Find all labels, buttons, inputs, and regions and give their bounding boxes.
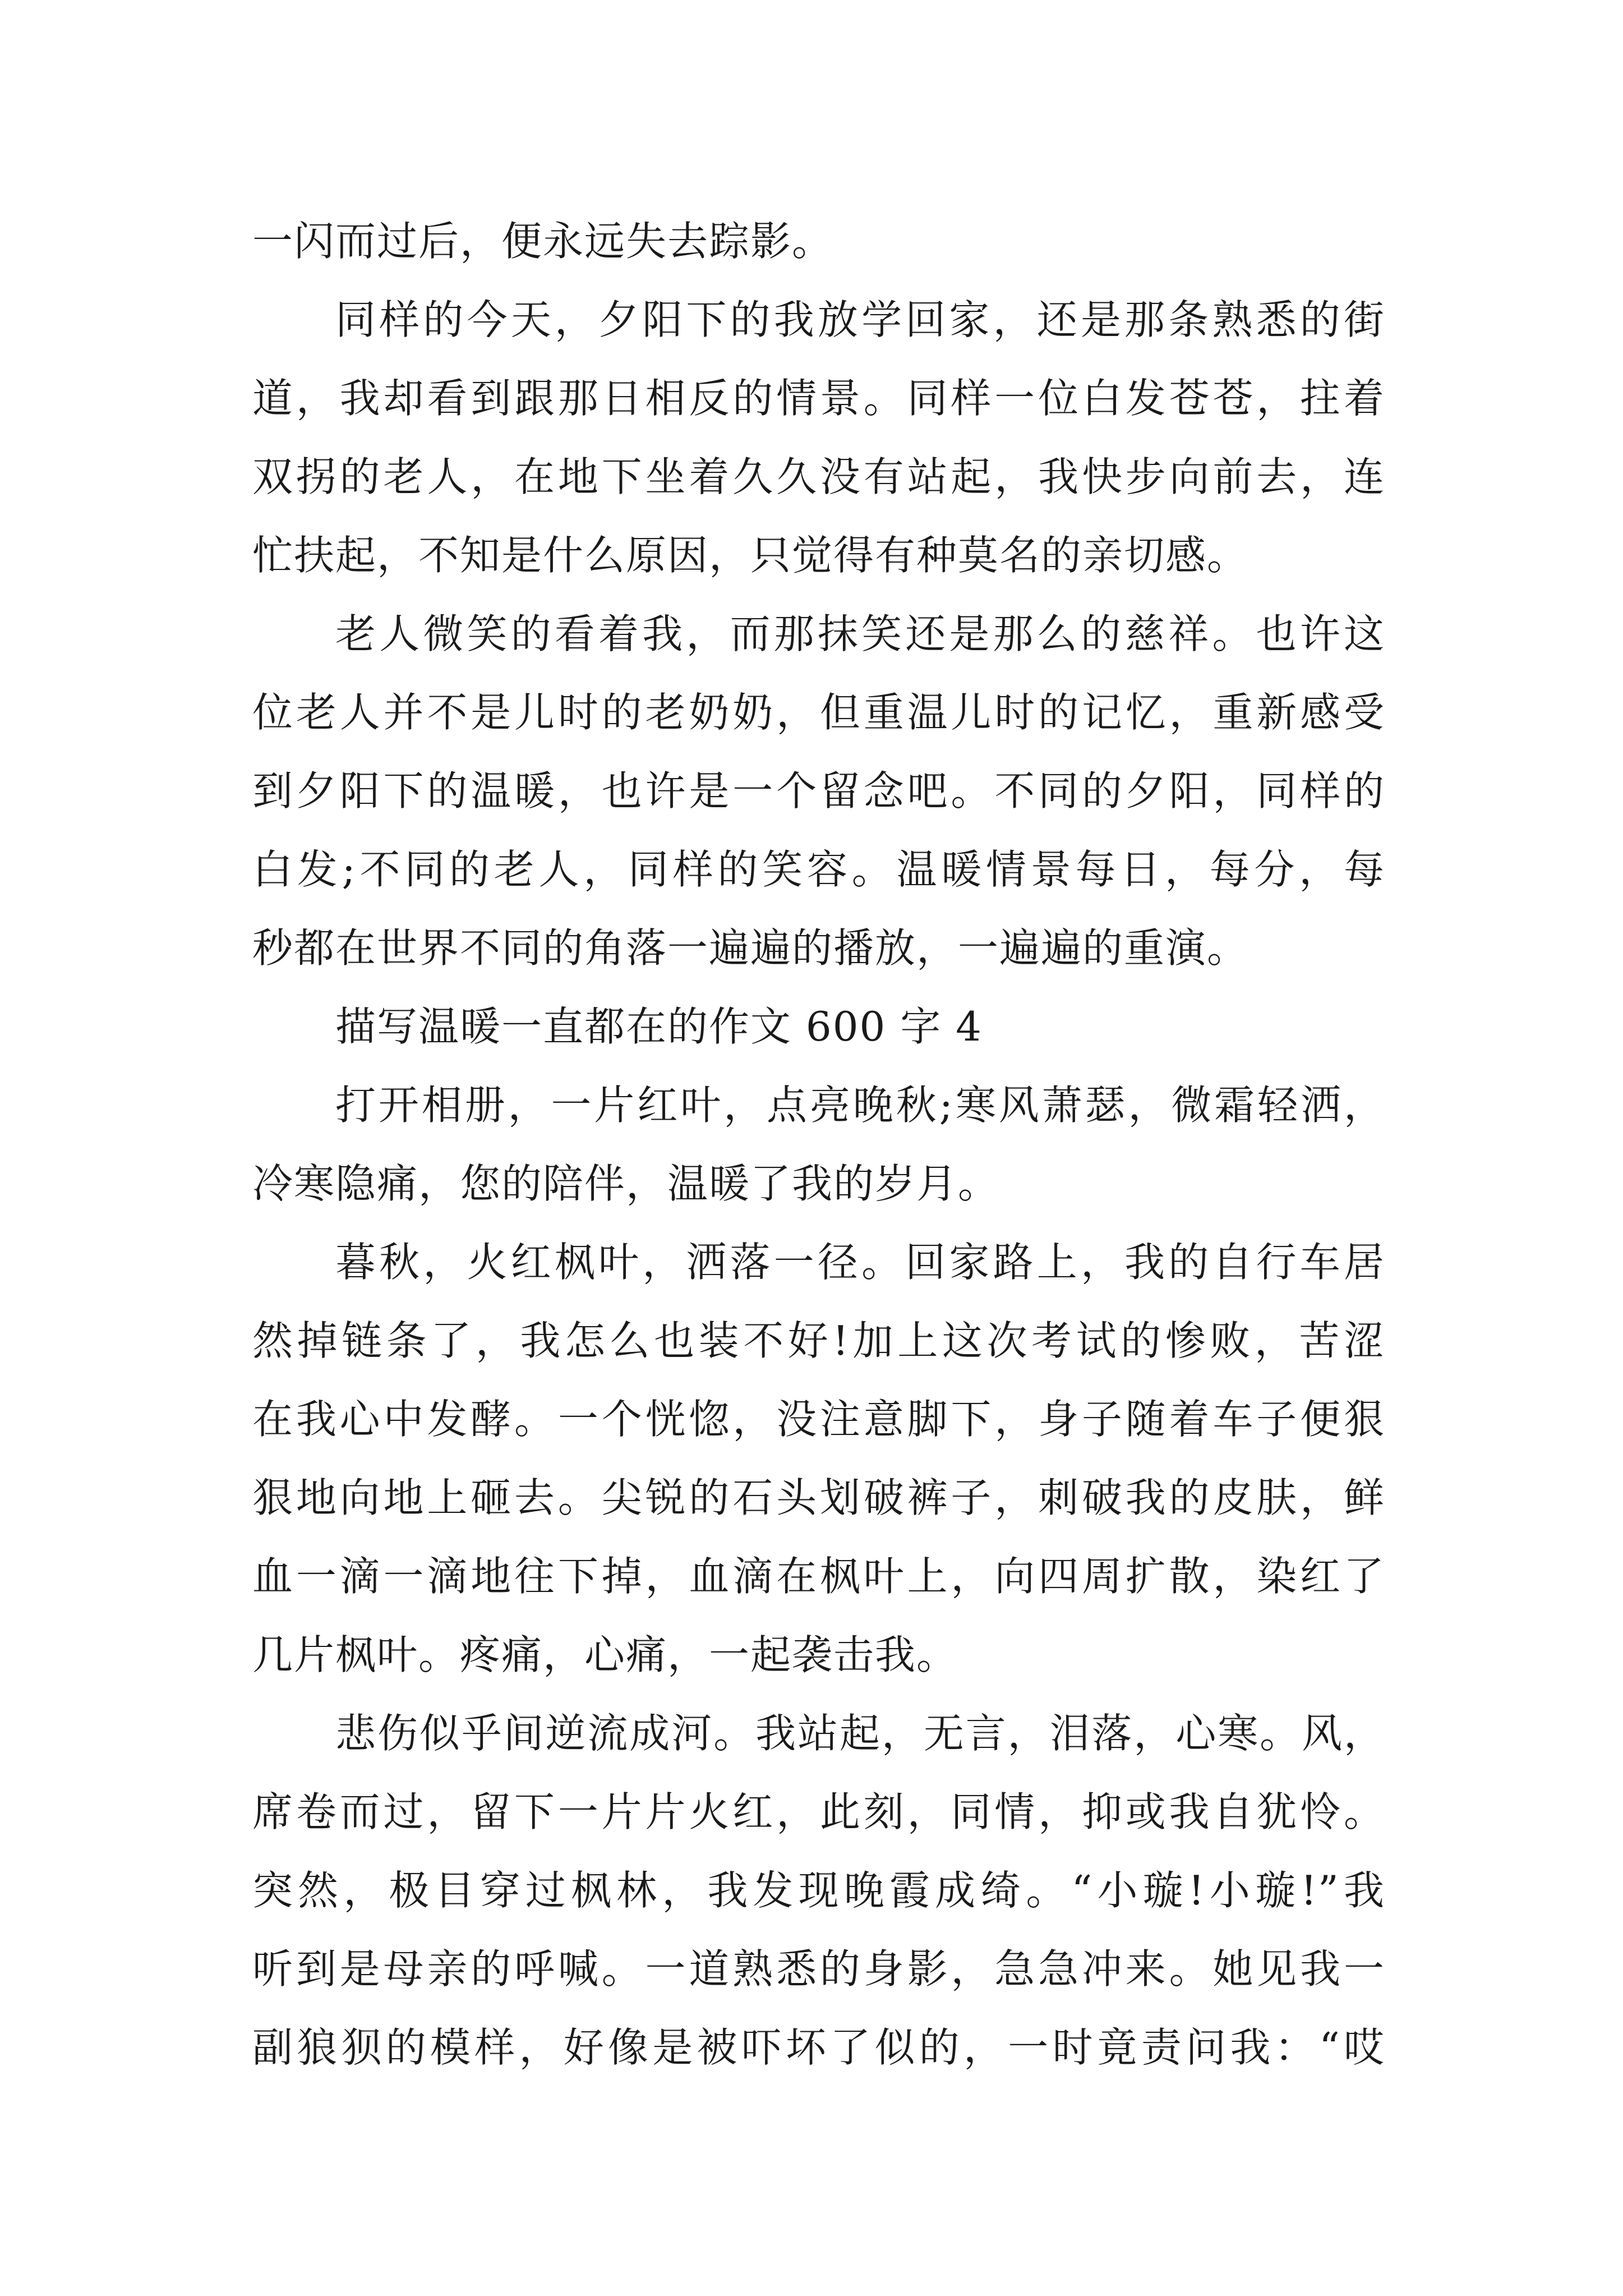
text-line: 道，我却看到跟那日相反的情景。同样一位白发苍苍，拄着 — [252, 375, 1385, 422]
text-line: 打开相册，一片红叶，点亮晚秋;寒风萧瑟，微霜轻洒， — [335, 1082, 1385, 1129]
text-line: 副狼狈的模样，好像是被吓坏了似的，一时竟责问我：“哎 — [252, 2024, 1385, 2071]
text-line: 老人微笑的看着我，而那抹笑还是那么的慈祥。也许这 — [335, 610, 1385, 657]
section-heading: 描写温暖一直都在的作文 600 字 4 — [335, 1003, 983, 1050]
text-line: 忙扶起，不知是什么原因，只觉得有种莫名的亲切感。 — [252, 532, 1249, 579]
text-line: 秒都在世界不同的角落一遍遍的播放，一遍遍的重演。 — [252, 924, 1249, 972]
text-line: 暮秋，火红枫叶，洒落一径。回家路上，我的自行车居 — [335, 1239, 1385, 1286]
text-line: 在我心中发酵。一个恍惚，没注意脚下，身子随着车子便狠 — [252, 1396, 1385, 1443]
text-line: 狠地向地上砸去。尖锐的石头划破裤子，刺破我的皮肤，鲜 — [252, 1474, 1385, 1521]
text-line: 同样的今天，夕阳下的我放学回家，还是那条熟悉的街 — [335, 296, 1385, 343]
text-line: 几片枫叶。疼痛，心痛，一起袭击我。 — [252, 1631, 958, 1678]
essay-text — [252, 202, 1385, 2087]
text-line: 悲伤似乎间逆流成河。我站起，无言，泪落，心寒。风， — [335, 1710, 1385, 1757]
text-line: 位老人并不是儿时的老奶奶，但重温儿时的记忆，重新感受 — [252, 689, 1385, 736]
text-line: 血一滴一滴地往下掉，血滴在枫叶上，向四周扩散，染红了 — [252, 1553, 1385, 1600]
text-line: 一闪而过后，便永远失去踪影。 — [252, 218, 834, 265]
text-line: 席卷而过，留下一片片火红，此刻，同情，抑或我自犹怜。 — [252, 1788, 1385, 1835]
text-line: 白发;不同的老人，同样的笑容。温暖情景每日，每分，每 — [252, 846, 1385, 893]
text-line: 突然，极目穿过枫林，我发现晚霞成绮。“小璇!小璇!”我 — [252, 1867, 1385, 1914]
text-line: 双拐的老人，在地下坐着久久没有站起，我快步向前去，连 — [252, 453, 1385, 500]
text-line: 冷寒隐痛，您的陪伴，温暖了我的岁月。 — [252, 1160, 1000, 1207]
text-line: 听到是母亲的呼喊。一道熟悉的身影，急急冲来。她见我一 — [252, 1945, 1385, 1993]
text-line: 到夕阳下的温暖，也许是一个留念吧。不同的夕阳，同样的 — [252, 767, 1385, 815]
text-line: 然掉链条了，我怎么也装不好!加上这次考试的惨败，苦涩 — [252, 1317, 1385, 1364]
